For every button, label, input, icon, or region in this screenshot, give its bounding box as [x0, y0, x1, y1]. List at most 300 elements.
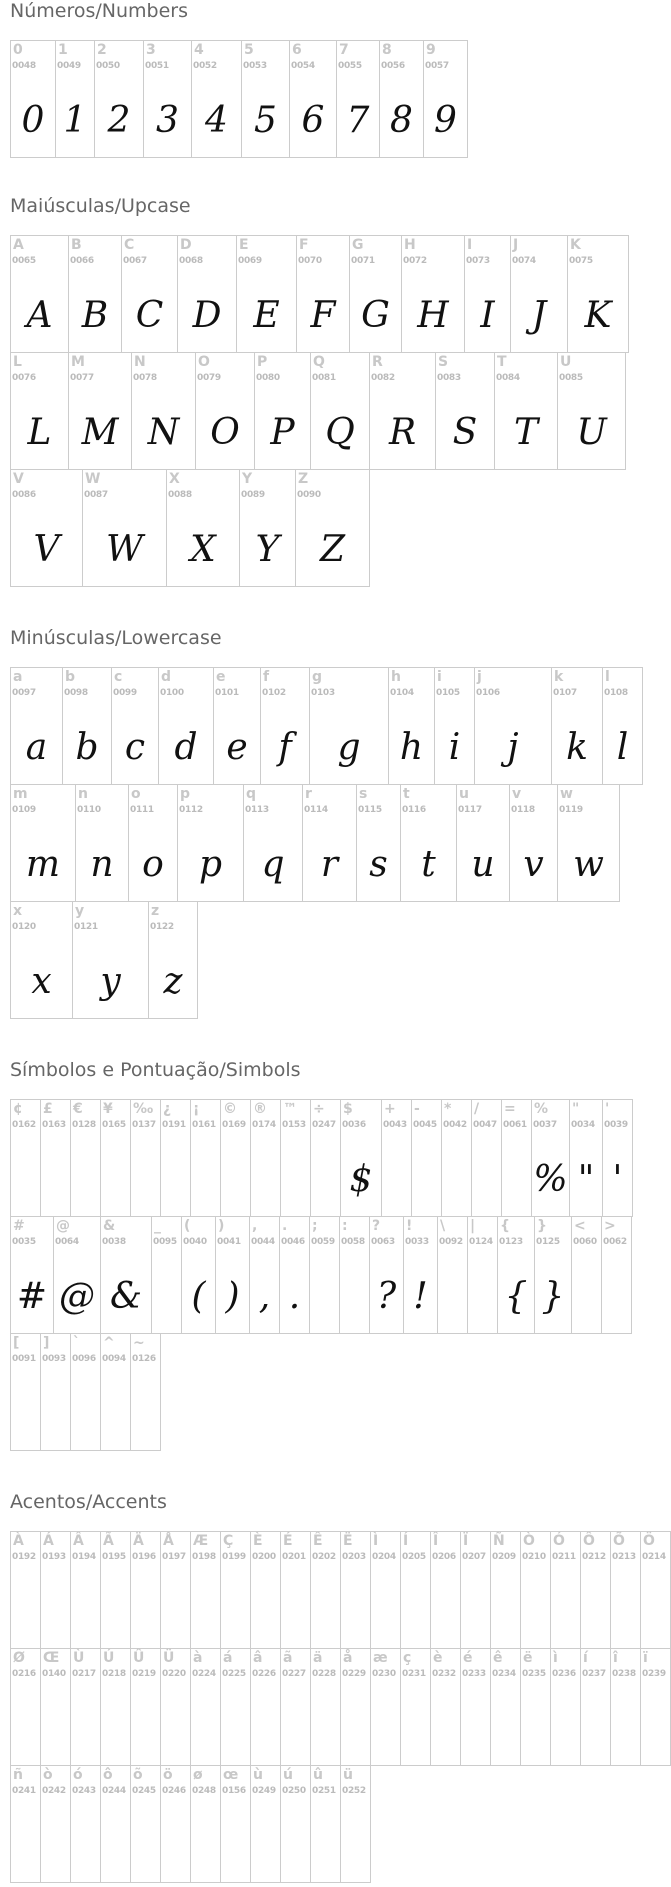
character-code: 0087: [84, 490, 108, 500]
character-label: b: [65, 669, 76, 685]
glyph-sample: B: [81, 295, 109, 336]
glyph-cell: [281, 1100, 311, 1217]
glyph-sample: [521, 1699, 550, 1759]
glyph-sample: [461, 1582, 490, 1642]
character-label: !: [406, 1218, 413, 1234]
character-code: 0108: [604, 688, 628, 698]
character-label: *: [444, 1101, 452, 1117]
character-label: /: [474, 1101, 480, 1117]
glyph-sample: [131, 1816, 160, 1876]
glyph-cell: [11, 353, 69, 470]
glyph-sample: 3: [156, 100, 179, 141]
character-label: é: [463, 1650, 473, 1666]
glyph-cell: [11, 1649, 41, 1766]
character-label: ã: [283, 1650, 293, 1666]
character-code: 0140: [42, 1669, 66, 1679]
glyph-sample: U: [576, 412, 607, 453]
glyph-cell: [435, 668, 475, 785]
character-code: 0069: [238, 256, 262, 266]
character-code: 0197: [162, 1552, 186, 1562]
character-code: 0079: [197, 373, 221, 383]
glyph-sample: [101, 1150, 130, 1210]
glyph-sample: J: [531, 295, 547, 336]
glyph-row: [10, 667, 643, 785]
character-code: 0252: [342, 1786, 366, 1796]
character-code: 0080: [256, 373, 280, 383]
character-code: 0206: [432, 1552, 456, 1562]
character-code: 0213: [612, 1552, 636, 1562]
character-code: 0239: [642, 1669, 666, 1679]
character-code: 0060: [573, 1237, 597, 1247]
glyph-sample: [71, 1150, 100, 1210]
glyph-cell: [221, 1649, 251, 1766]
character-label: Õ: [613, 1533, 625, 1549]
glyph-row: [10, 901, 198, 1019]
character-code: 0235: [522, 1669, 546, 1679]
character-label: Ü: [163, 1650, 175, 1666]
character-label: î: [613, 1650, 618, 1666]
glyph-cell: [472, 1100, 502, 1217]
glyph-cell: [237, 236, 297, 353]
glyph-cell: [76, 785, 129, 902]
character-label: u: [459, 786, 469, 802]
character-label: H: [404, 237, 416, 253]
glyph-cell: [129, 785, 178, 902]
glyph-sample: N: [147, 412, 180, 453]
glyph-cell: [178, 785, 244, 902]
character-code: 0219: [132, 1669, 156, 1679]
glyph-sample: p: [198, 844, 223, 885]
character-code: 0216: [12, 1669, 36, 1679]
character-label: q: [246, 786, 257, 802]
glyph-sample: [191, 1150, 220, 1210]
character-code: 0039: [604, 1120, 628, 1130]
character-code: 0162: [12, 1120, 36, 1130]
character-label: `: [73, 1335, 80, 1351]
glyph-sample: [521, 1582, 550, 1642]
glyph-sample: [152, 1267, 181, 1327]
character-label: ó: [73, 1767, 83, 1783]
character-label: S: [438, 354, 449, 370]
section: [10, 0, 457, 141]
glyph-cell: [281, 1532, 311, 1649]
character-code: 0073: [466, 256, 490, 266]
glyph-sample: [341, 1582, 370, 1642]
section-title: Minúsculas/Lowercase: [10, 627, 222, 649]
character-label: Ø: [13, 1650, 25, 1666]
character-label: W: [85, 471, 101, 487]
glyph-sample: [281, 1150, 310, 1210]
character-code: 0114: [304, 805, 328, 815]
glyph-sample: 7: [346, 100, 370, 141]
character-label: =: [504, 1101, 516, 1117]
character-code: 0092: [439, 1237, 463, 1247]
character-label: f: [263, 669, 270, 685]
glyph-cell: [54, 1217, 101, 1334]
character-code: 0096: [72, 1354, 96, 1364]
character-code: 0113: [245, 805, 269, 815]
glyph-cell: [250, 1217, 280, 1334]
glyph-cell: [71, 1532, 101, 1649]
glyph-sample: [281, 1816, 310, 1876]
character-code: 0099: [113, 688, 137, 698]
character-code: 0201: [282, 1552, 306, 1562]
glyph-sample: u: [471, 844, 495, 885]
character-label: æ: [373, 1650, 388, 1666]
glyph-sample: [341, 1699, 370, 1759]
character-label: Ä: [133, 1533, 144, 1549]
character-label: Â: [73, 1533, 84, 1549]
glyph-cell: [371, 1649, 401, 1766]
character-label: {: [500, 1218, 510, 1234]
character-label: ¢: [13, 1101, 23, 1117]
glyph-cell: [581, 1532, 611, 1649]
glyph-cell: [240, 470, 296, 587]
character-code: 0226: [252, 1669, 276, 1679]
character-code: 0066: [70, 256, 94, 266]
character-label: Û: [133, 1650, 145, 1666]
character-code: 0123: [499, 1237, 523, 1247]
character-code: 0098: [64, 688, 88, 698]
glyph-sample: [41, 1582, 70, 1642]
section-title: Símbolos e Pontuação/Simbols: [10, 1059, 301, 1081]
glyph-cell: [192, 41, 242, 158]
character-label: B: [71, 237, 82, 253]
character-code: 0078: [133, 373, 157, 383]
character-code: 0246: [162, 1786, 186, 1796]
character-code: 0169: [222, 1120, 246, 1130]
character-code: 0094: [102, 1354, 126, 1364]
glyph-sample: [371, 1582, 400, 1642]
glyph-sample: [581, 1582, 610, 1642]
glyph-row: [10, 1333, 161, 1451]
character-label: È: [253, 1533, 263, 1549]
character-code: 0137: [132, 1120, 156, 1130]
glyph-cell: [251, 1100, 281, 1217]
glyph-sample: [551, 1699, 580, 1759]
character-code: 0046: [281, 1237, 305, 1247]
character-code: 0090: [297, 490, 321, 500]
glyph-sample: [11, 1699, 40, 1759]
character-code: 0089: [241, 490, 265, 500]
glyph-cell: [602, 1217, 632, 1334]
glyph-sample: [41, 1150, 70, 1210]
glyph-sample: [161, 1699, 190, 1759]
glyph-sample: [281, 1582, 310, 1642]
character-label: a: [13, 669, 23, 685]
glyph-cell: [95, 41, 144, 158]
character-code: 0250: [282, 1786, 306, 1796]
character-code: 0054: [291, 61, 315, 71]
glyph-sample: [412, 1150, 441, 1210]
glyph-cell: [112, 668, 159, 785]
character-label: c: [114, 669, 123, 685]
character-code: 0218: [102, 1669, 126, 1679]
glyph-sample: M: [81, 412, 119, 453]
glyph-cell: [69, 353, 132, 470]
glyph-cell: [491, 1532, 521, 1649]
character-code: 0249: [252, 1786, 276, 1796]
glyph-sample: t: [421, 844, 436, 885]
glyph-sample: [221, 1699, 250, 1759]
character-code: 0085: [559, 373, 583, 383]
character-label: $: [343, 1101, 353, 1117]
glyph-sample: [641, 1582, 670, 1642]
glyph-cell: [310, 1217, 340, 1334]
character-code: 0217: [72, 1669, 96, 1679]
glyph-sample: V: [33, 529, 60, 570]
glyph-cell: [611, 1532, 641, 1649]
character-label: ‰: [133, 1101, 154, 1117]
character-code: 0211: [552, 1552, 576, 1562]
character-label: â: [253, 1650, 263, 1666]
character-code: 0245: [132, 1786, 156, 1796]
character-code: 0101: [215, 688, 239, 698]
character-code: 0041: [217, 1237, 241, 1247]
character-label: E: [239, 237, 249, 253]
character-code: 0251: [312, 1786, 336, 1796]
glyph-sample: [602, 1267, 631, 1327]
glyph-cell: [178, 236, 237, 353]
character-label: :: [342, 1218, 348, 1234]
glyph-cell: [131, 1766, 161, 1883]
character-code: 0203: [342, 1552, 366, 1562]
character-label: ë: [523, 1650, 533, 1666]
glyph-sample: f: [278, 727, 292, 768]
character-label: w: [560, 786, 573, 802]
character-label: y: [75, 903, 85, 919]
glyph-sample: H: [417, 295, 449, 336]
glyph-cell: [296, 470, 370, 587]
glyph-sample: [251, 1816, 280, 1876]
glyph-sample: {: [504, 1276, 528, 1317]
character-label: (: [184, 1218, 191, 1234]
glyph-cell: [131, 1532, 161, 1649]
character-code: 0038: [102, 1237, 126, 1247]
glyph-row: [10, 1099, 633, 1217]
character-label: œ: [223, 1767, 239, 1783]
glyph-sample: L: [27, 412, 52, 453]
glyph-sample: [221, 1582, 250, 1642]
character-label: k: [554, 669, 564, 685]
character-label: -: [414, 1101, 420, 1117]
glyph-cell: [461, 1532, 491, 1649]
character-code: 0043: [383, 1120, 407, 1130]
glyph-cell: [498, 1217, 535, 1334]
character-code: 0247: [312, 1120, 336, 1130]
glyph-cell: [442, 1100, 472, 1217]
character-code: 0228: [312, 1669, 336, 1679]
glyph-cell: [71, 1766, 101, 1883]
glyph-sample: [191, 1816, 220, 1876]
character-code: 0084: [496, 373, 520, 383]
character-code: 0116: [402, 805, 426, 815]
character-label: è: [433, 1650, 443, 1666]
character-code: 0209: [492, 1552, 516, 1562]
glyph-sample: [502, 1150, 531, 1210]
glyph-cell: [191, 1100, 221, 1217]
glyph-sample: [251, 1699, 280, 1759]
glyph-sample: [341, 1816, 370, 1876]
character-label: ì: [553, 1650, 558, 1666]
glyph-cell: [457, 785, 510, 902]
glyph-cell: [436, 353, 495, 470]
glyph-sample: d: [174, 727, 198, 768]
character-label: e: [216, 669, 226, 685]
character-code: 0058: [341, 1237, 365, 1247]
glyph-row: [10, 1648, 671, 1766]
character-label: ¡: [193, 1101, 200, 1117]
character-label: x: [13, 903, 23, 919]
character-label: p: [180, 786, 191, 802]
character-code: 0040: [183, 1237, 207, 1247]
glyph-cell: [83, 470, 167, 587]
character-label: n: [78, 786, 88, 802]
glyph-sample: [131, 1150, 160, 1210]
character-label: U: [560, 354, 572, 370]
glyph-sample: [41, 1384, 70, 1444]
character-code: 0088: [168, 490, 192, 500]
character-code: 0121: [74, 922, 98, 932]
character-code: 0102: [262, 688, 286, 698]
glyph-sample: [101, 1699, 130, 1759]
glyph-sample: z: [163, 961, 183, 1002]
character-label: Å: [163, 1533, 174, 1549]
character-code: 0109: [12, 805, 36, 815]
glyph-cell: [310, 668, 389, 785]
character-label: á: [223, 1650, 233, 1666]
character-label: s: [359, 786, 368, 802]
glyph-cell: [161, 1100, 191, 1217]
character-label: 4: [194, 42, 204, 58]
glyph-cell: [303, 785, 357, 902]
character-label: ¿: [163, 1101, 172, 1117]
character-code: 0034: [571, 1120, 595, 1130]
character-code: 0047: [473, 1120, 497, 1130]
glyph-sample: [461, 1699, 490, 1759]
character-label: @: [56, 1218, 70, 1234]
character-label: M: [71, 354, 85, 370]
character-label: d: [161, 669, 172, 685]
glyph-sample: %: [533, 1159, 568, 1200]
glyph-cell: [11, 1766, 41, 1883]
character-label: G: [352, 237, 364, 253]
character-code: 0161: [192, 1120, 216, 1130]
glyph-sample: [131, 1582, 160, 1642]
character-code: 0064: [55, 1237, 79, 1247]
glyph-cell: [131, 1100, 161, 1217]
glyph-cell: [149, 902, 198, 1019]
character-code: 0196: [132, 1552, 156, 1562]
character-label: 0: [13, 42, 23, 58]
character-code: 0037: [533, 1120, 557, 1130]
character-label: _: [154, 1218, 161, 1234]
glyph-cell: [161, 1766, 191, 1883]
glyph-sample: h: [399, 727, 424, 768]
glyph-sample: [11, 1582, 40, 1642]
glyph-cell: [41, 1766, 71, 1883]
character-label: ä: [313, 1650, 323, 1666]
character-code: 0122: [150, 922, 174, 932]
glyph-sample: [551, 1582, 580, 1642]
glyph-sample: [11, 1150, 40, 1210]
character-label: N: [134, 354, 146, 370]
glyph-cell: [311, 1766, 341, 1883]
glyph-sample: [11, 1384, 40, 1444]
character-label: J: [513, 237, 519, 253]
character-label: ï: [643, 1650, 648, 1666]
glyph-cell: [73, 902, 149, 1019]
glyph-sample: C: [135, 295, 164, 336]
character-label: õ: [133, 1767, 143, 1783]
character-label: Ù: [73, 1650, 85, 1666]
character-label: 9: [426, 42, 436, 58]
glyph-sample: 0: [21, 100, 45, 141]
character-code: 0057: [425, 61, 449, 71]
glyph-cell: [214, 668, 261, 785]
glyph-sample: S: [452, 412, 478, 453]
glyph-cell: [491, 1649, 521, 1766]
glyph-cell: [191, 1649, 221, 1766]
glyph-sample: I: [480, 295, 495, 336]
glyph-sample: .: [288, 1276, 301, 1317]
glyph-sample: [371, 1699, 400, 1759]
character-code: 0097: [12, 688, 36, 698]
character-label: ?: [372, 1218, 381, 1234]
character-code: 0120: [12, 922, 36, 932]
character-code: 0236: [552, 1669, 576, 1679]
glyph-sample: w: [573, 844, 604, 885]
glyph-row: [10, 784, 620, 902]
character-label: Ê: [313, 1533, 323, 1549]
character-label: 8: [382, 42, 392, 58]
glyph-cell: [438, 1217, 468, 1334]
character-label: ü: [343, 1767, 353, 1783]
character-label: >: [604, 1218, 616, 1234]
glyph-cell: [101, 1100, 131, 1217]
glyph-sample: E: [253, 295, 280, 336]
glyph-cell: [412, 1100, 442, 1217]
character-code: 0033: [405, 1237, 429, 1247]
glyph-sample: R: [388, 412, 417, 453]
glyph-cell: [11, 1100, 41, 1217]
character-code: 0207: [462, 1552, 486, 1562]
glyph-cell: [311, 353, 370, 470]
character-code: 0063: [371, 1237, 395, 1247]
glyph-cell: [281, 1649, 311, 1766]
glyph-cell: [570, 1100, 603, 1217]
character-label: C: [124, 237, 135, 253]
glyph-sample: [131, 1384, 160, 1444]
character-label: ™: [283, 1101, 297, 1117]
glyph-sample: g: [337, 727, 361, 768]
glyph-cell: [535, 1217, 572, 1334]
glyph-cell: [131, 1334, 161, 1451]
glyph-sample: q: [261, 844, 285, 885]
glyph-cell: [401, 1532, 431, 1649]
character-label: K: [570, 237, 581, 253]
glyph-sample: [442, 1150, 471, 1210]
glyph-sample: [101, 1384, 130, 1444]
glyph-cell: [101, 1649, 131, 1766]
section-title: Acentos/Accents: [10, 1491, 167, 1513]
glyph-row: [10, 352, 626, 470]
character-label: ;: [312, 1218, 318, 1234]
character-label: Œ: [43, 1650, 60, 1666]
character-code: 0110: [77, 805, 101, 815]
character-code: 0081: [312, 373, 336, 383]
glyph-sample: [311, 1816, 340, 1876]
